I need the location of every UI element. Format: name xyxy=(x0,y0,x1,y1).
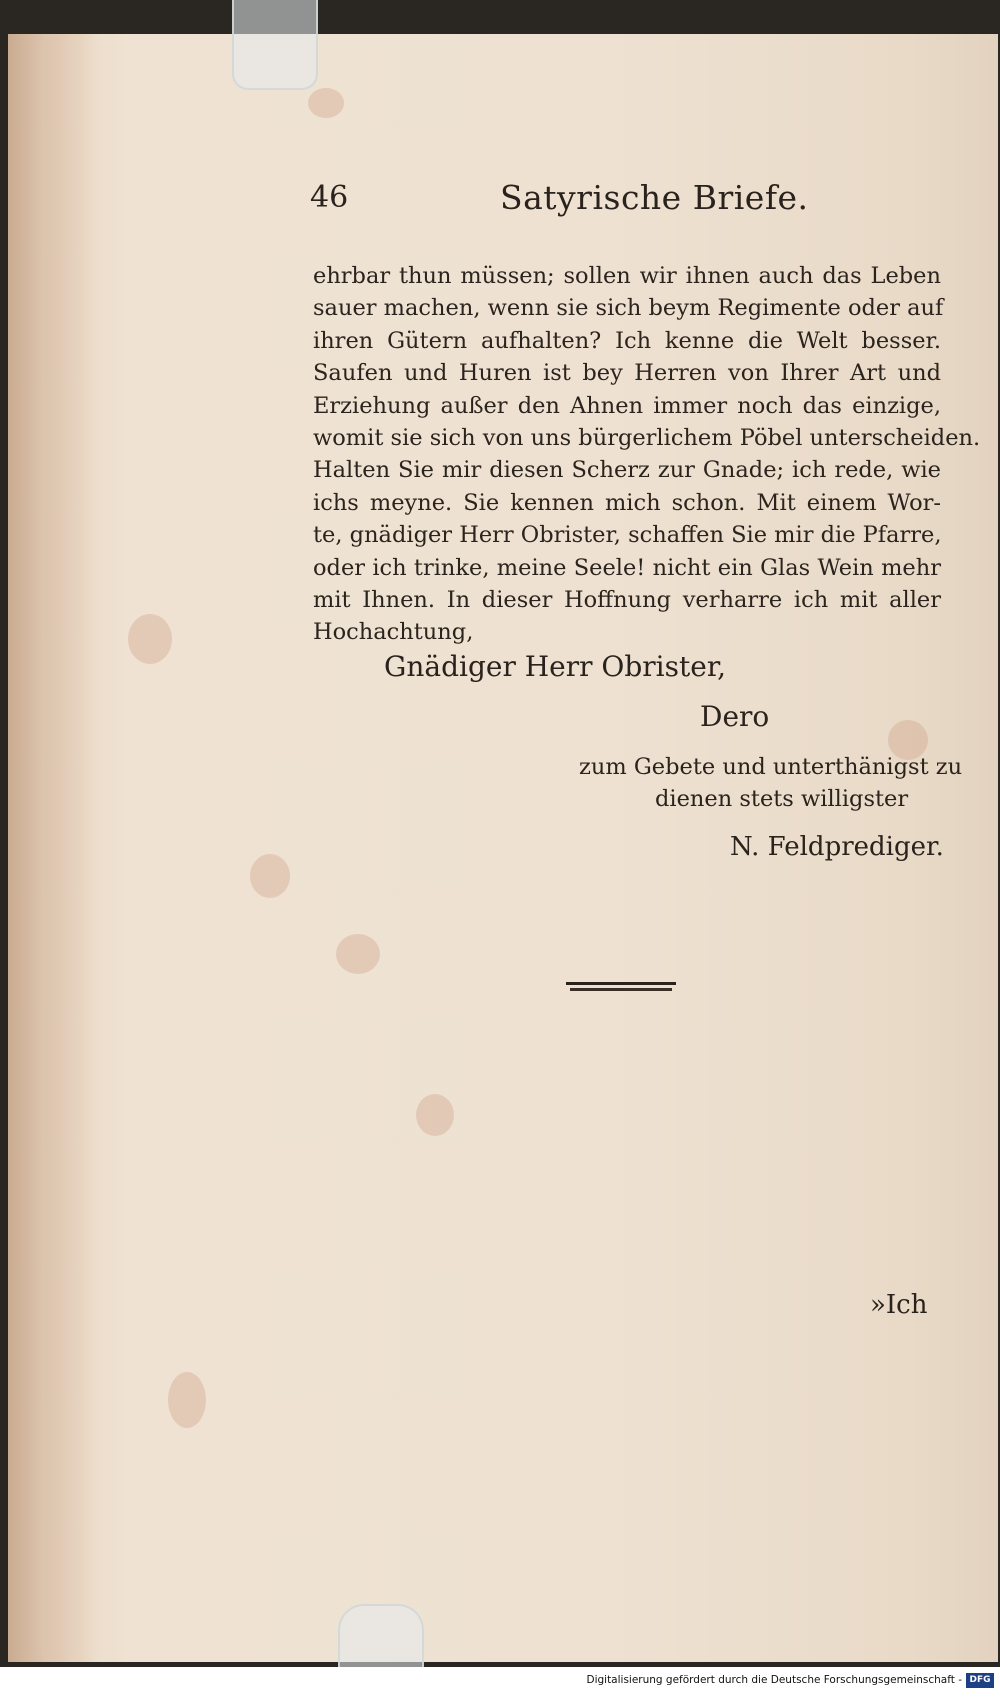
page-clip-top xyxy=(232,0,318,90)
page-number: 46 xyxy=(310,180,349,215)
closing-salutation: Gnädiger Herr Obrister, xyxy=(384,650,727,683)
text-line: te, gnädiger Herr Obrister, schaffen Sie mir die Pfarre, xyxy=(313,522,942,549)
paper-stain xyxy=(308,88,344,118)
letter-body xyxy=(313,260,981,649)
paper-stain xyxy=(128,614,172,664)
paper-stain xyxy=(416,1094,454,1136)
text-line: ehrbar thun müssen; sollen wir ihnen auch das Leben xyxy=(313,263,941,289)
footer-credit: Digitalisierung gefördert durch die Deutsche Forschungsgemeinschaft - xyxy=(586,1674,962,1686)
text-line: sauer machen, wenn sie sich beym Regimente oder auf xyxy=(313,295,944,322)
catchword: »Ich xyxy=(870,1290,928,1320)
text-line: mit Ihnen. In dieser Hoffnung verharre ich mit aller xyxy=(313,587,941,614)
text-line: Hochachtung, xyxy=(313,619,474,646)
text-line: womit sie sich von uns bürgerlichem Pöbel unterscheiden. xyxy=(313,425,981,452)
text-line: ichs meyne. Sie kennen mich schon. Mit einem Wor- xyxy=(313,489,941,516)
text-line: Erziehung außer den Ahnen immer noch das einzige, xyxy=(313,392,941,419)
text-line: oder ich trinke, meine Seele! nicht ein Glas Wein mehr xyxy=(313,554,941,581)
text-line: ihren Gütern aufhalten? Ich kenne die Welt besser. xyxy=(313,327,941,354)
closing-dero: Dero xyxy=(700,700,770,733)
paper-stain xyxy=(336,934,380,974)
signature: N. Feldprediger. xyxy=(730,832,944,862)
dfg-logo: DFG xyxy=(966,1673,994,1688)
running-title: Satyrische Briefe. xyxy=(500,178,809,217)
running-head xyxy=(310,180,940,230)
text-line: Saufen und Huren ist bey Herren von Ihrer Art und xyxy=(313,360,941,387)
footer-bar xyxy=(0,1667,1000,1697)
page-gutter xyxy=(8,34,98,1662)
section-divider xyxy=(566,982,676,992)
paper-stain xyxy=(250,854,290,898)
paper-stain xyxy=(168,1372,206,1428)
divider-rule xyxy=(566,982,676,985)
divider-rule xyxy=(570,988,672,991)
text-line: Halten Sie mir diesen Scherz zur Gnade; ich rede, wie xyxy=(313,457,941,484)
closing-formula-line: zum Gebete und unterthänigst zu xyxy=(579,754,963,780)
closing-formula-line: dienen stets willigster xyxy=(655,786,909,812)
